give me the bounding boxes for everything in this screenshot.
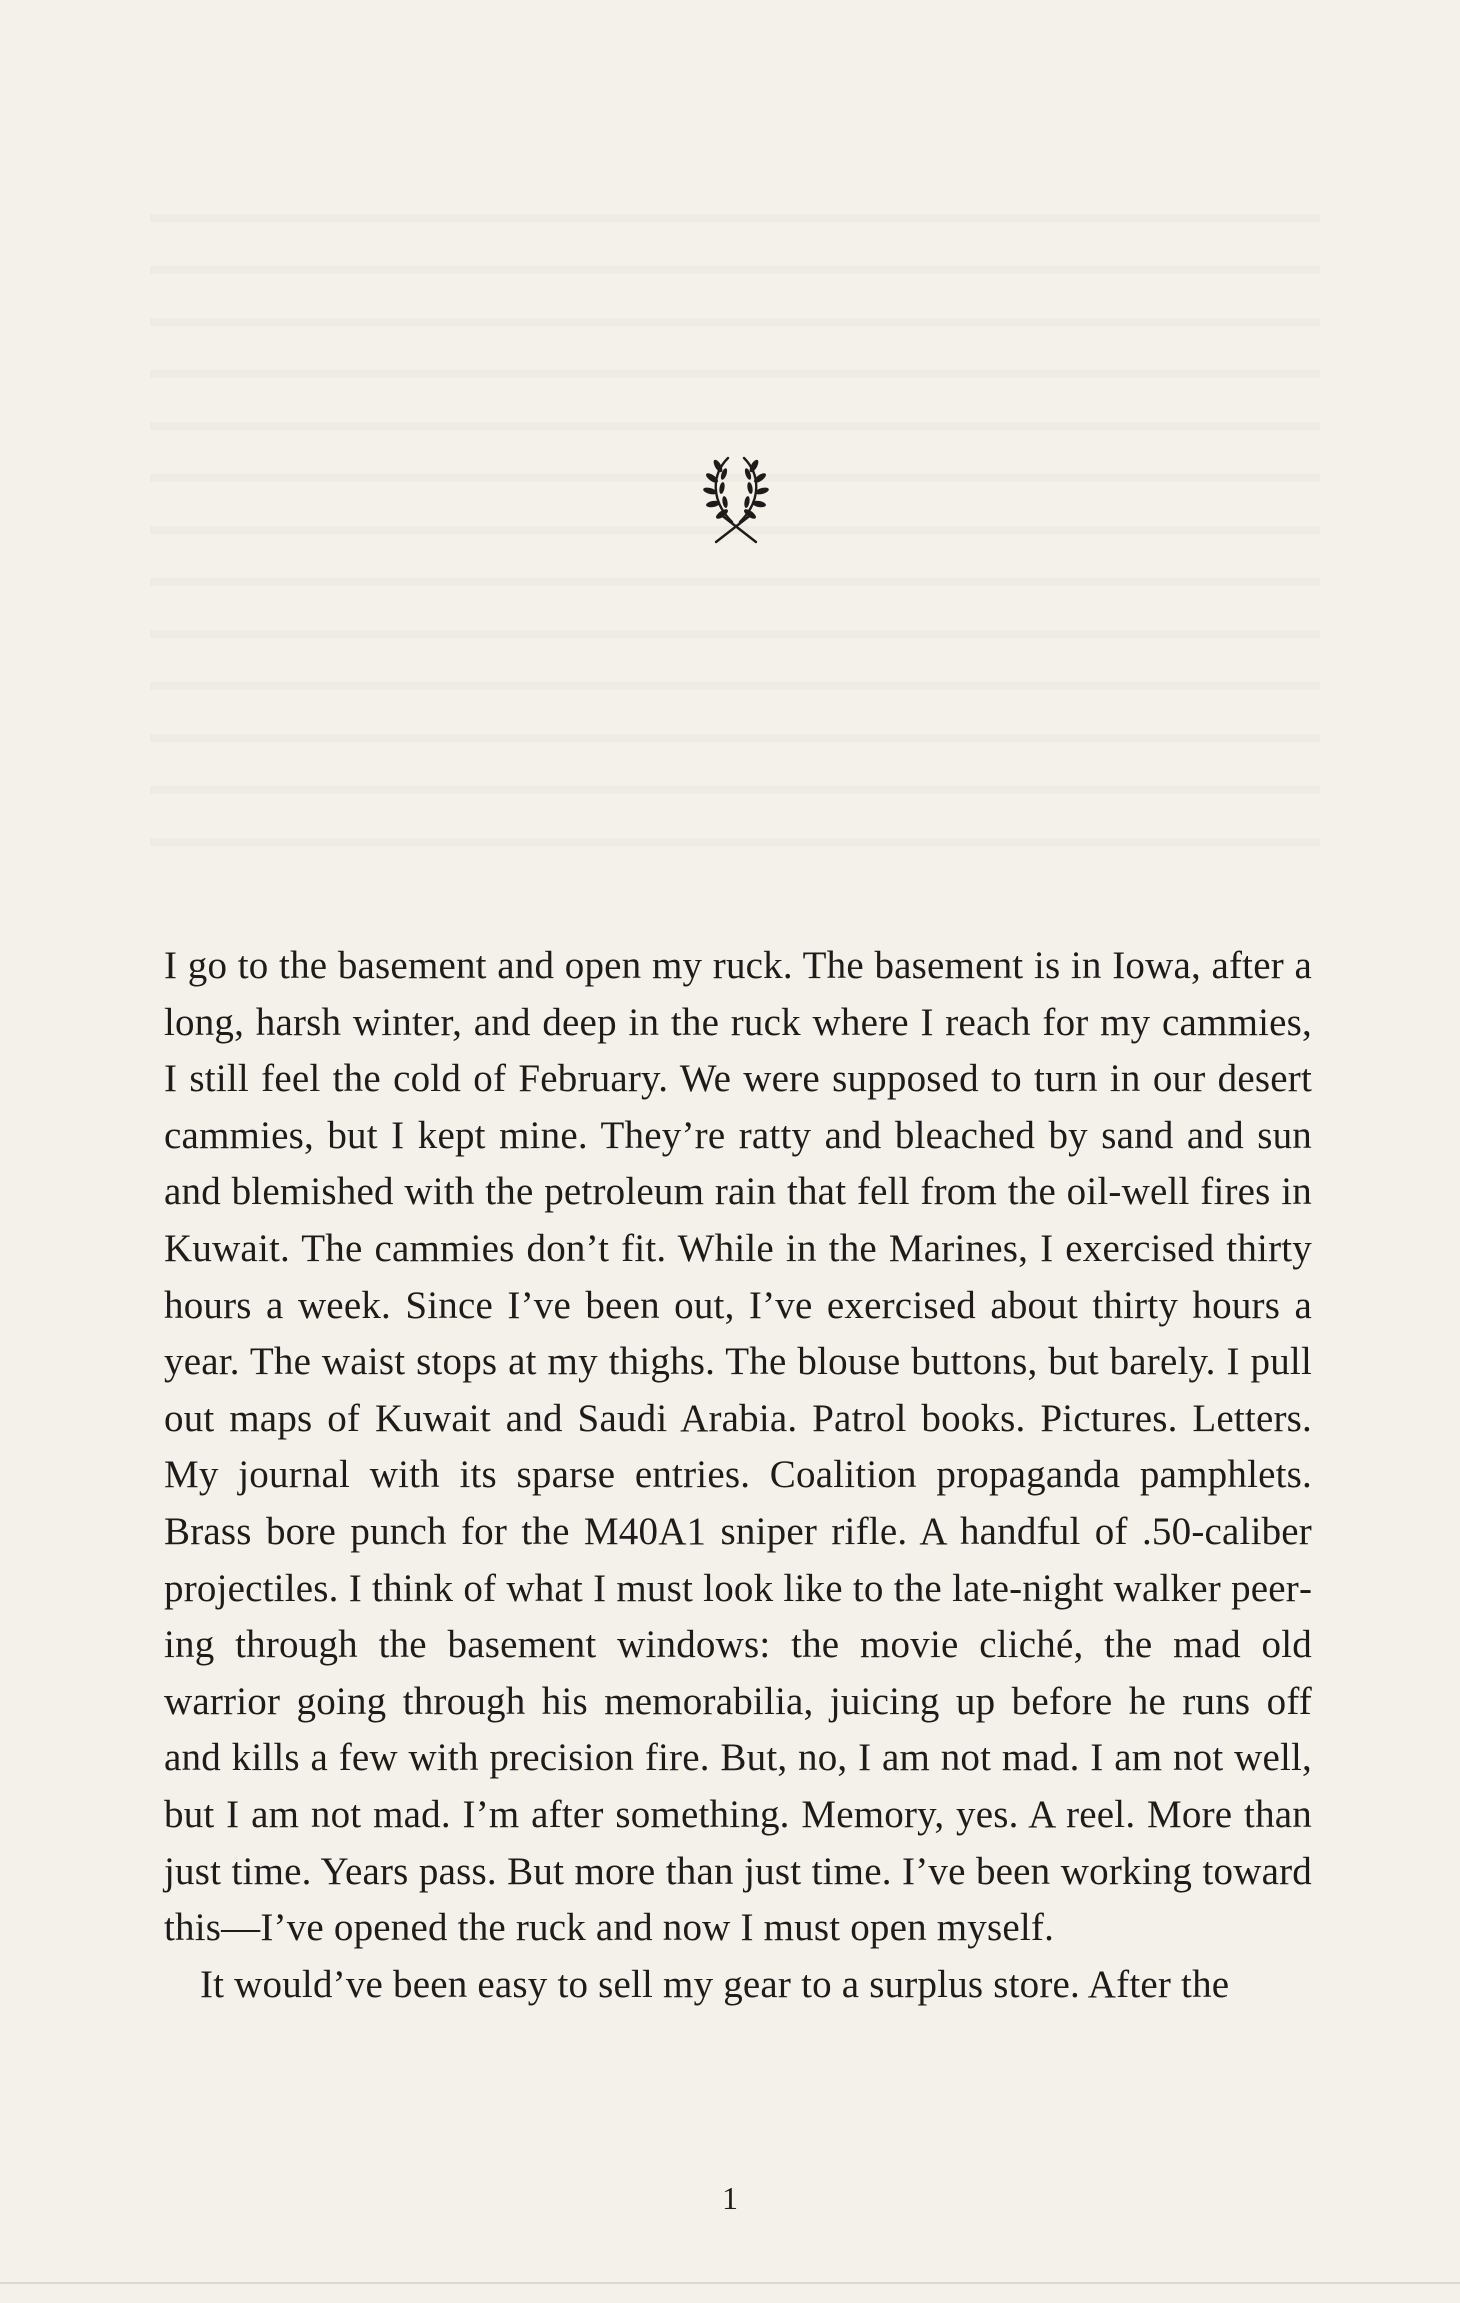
page-bottom-edge (0, 2282, 1460, 2284)
page-number: 1 (722, 2180, 738, 2216)
paragraph: I go to the basement and open my ruck. The basement is in Iowa, after a long, harsh winter, and deep in the ruck where I reach for my cammies, I still feel the cold of February. We were supposed to turn in our desert cammies, but I kept mine. They’re ratty and bleached by sand and sun and blemished with the petroleum rain that fell from the oil-well fires in Kuwait. The cammies don’t fit. While in the Marines, I exercised thirty hours a week. Since I’ve been out, I’ve exercised about thirty hours a year. The waist stops at my thighs. The blouse buttons, but barely. I pull out maps of Kuwait and Saudi Arabia. Patrol books. Pictures. Letters. My journal with its sparse entries. Coalition propaganda pamphlets. Brass bore punch for the M40A1 sniper rifle. A handful of .50-caliber projectiles. I think of what I must look like to the late-night walker peering through the basement windows: the movie cliché, the mad old warrior going through his memorabilia, juicing up before he runs off and kills a few with precision fire. But, no, I am not mad. I am not well, but I am not mad. I’m after something. Memory, yes. A reel. More than just time. Years pass. But more than just time. I’ve been working toward this—I’ve opened the ruck and now I must open myself. (164, 944, 1312, 1950)
laurel-wreath-icon (698, 452, 774, 548)
body-text (164, 938, 1312, 2013)
paragraph: It would’ve been easy to sell my gear to a surplus store. After the (200, 1962, 1230, 2006)
